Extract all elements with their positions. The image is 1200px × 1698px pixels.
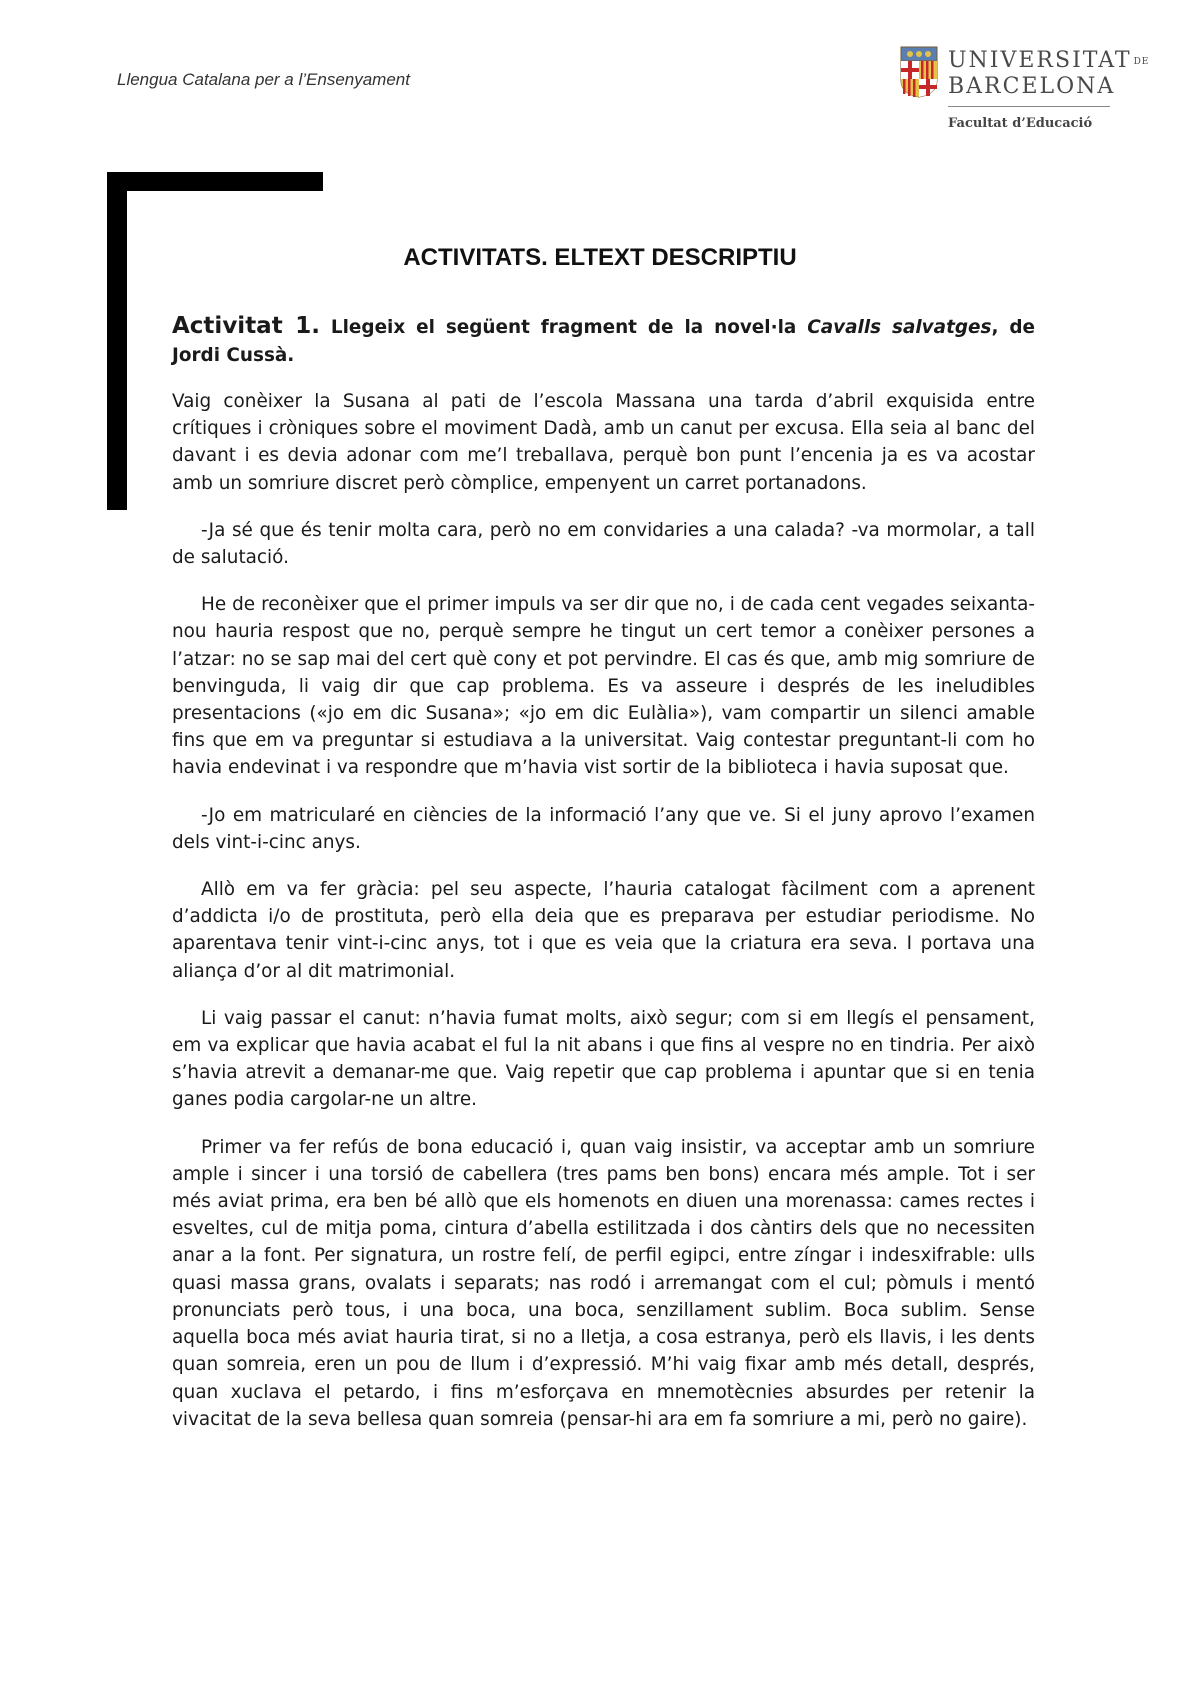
dialogue-paragraph: -Ja sé que és tenir molta cara, però no em convidaries a una calada? -va mormolar, a tall de salutació. xyxy=(172,519,1035,569)
activity-instruction-start: Llegeix el següent fragment de la novel·la xyxy=(319,317,808,338)
logo-university-line xyxy=(948,48,1149,73)
book-title: Cavalls salvatges xyxy=(807,317,992,338)
activity-instruction-end: , de Jordi Cussà. xyxy=(172,317,1036,366)
activity-label: Activitat 1. xyxy=(172,313,320,339)
text-paragraph: Li vaig passar el canut: n’havia fumat molts, això segur; com si em llegís el pensament, em va explicar que havia acabat el ful la nit abans i que fins al vespre no en tindria. Per això s’havia atrevit a demanar-me que. Vaig repetir que cap problema i apuntar que si en tenia ganes podia cargolar-ne un altre. xyxy=(172,1007,1035,1111)
university-shield-icon xyxy=(900,46,938,98)
text-paragraph: Primer va fer refús de bona educació i, quan vaig insistir, va acceptar amb un somriure ample i sincer i una torsió de cabellera (tres pams ben bons) encara més ample. Tot i ser més aviat prima, era ben bé allò que els homenots en diuen una morenassa: cames rectes i esveltes, cul de mitja poma, cintura d’abella estilitzada i dos càntirs dels que no necessiten anar a la font. Per signatura, un rostre felí, de perfil egipci, entre zíngar i indesxifrable: ulls quasi massa grans, ovalats i separats; nas rodó i arremangat com el cul; pòmuls i mentó pronunciats però tous, i una boca, una boca, senzillament sublim. Boca sublim. Sense aquella boca més aviat hauria tirat, si no a lletja, a cosa estranya, però els llavis, i les dents quan somreia, eren un pou de llum i d’expressió. M’hi vaig fixar amb més detall, després, quan xuclava el petardo, i fins m’esforçava en mnemotècnies absurdes per retenir la vivacitat de la seva bellesa quan somreia (pensar-hi ara em fa somriure a mi, però no gaire). xyxy=(172,1136,1035,1430)
decorative-bracket-horizontal xyxy=(107,172,323,191)
dialogue-paragraph: -Jo em matricularé en ciències de la informació l’any que ve. Si el juny aprovo l’examen dels vint-i-cinc anys. xyxy=(172,804,1035,853)
text-paragraph: He de reconèixer que el primer impuls va ser dir que no, i de cada cent vegades seixanta-nou hauria respost que no, perquè sempre he tingut un cert temor a conèixer persones a l’atzar: no se sap mai del cert què cony et pot pervindre. El cas és que, amb mig somriure de benvinguda, li vaig dir que cap problema. Es va asseure i després de les ineludibles presentacions («jo em dic Susana»; «jo em dic Eulàlia»), vam compartir un silenci amable fins que em va preguntar si estudiava a la universitat. Vaig contestar preguntant-li com ho havia endevinat i va respondre que m’havia vist sortir de la biblioteca i havia suposat que. xyxy=(172,594,1035,779)
logo-line1-text: UNIVERSITAT xyxy=(948,48,1132,73)
text-paragraph: Allò em va fer gràcia: pel seu aspecte, l’hauria catalogat fàcilment com a aprenent d’addicta i/o de prostituta, però ella deia que es preparava per estudiar periodisme. No aparentava tenir vint-i-cinc anys, tot i que es veia que la criatura era seva. I portava una aliança d’or al dit matrimonial. xyxy=(172,879,1035,982)
university-logo xyxy=(900,44,1150,139)
decorative-bracket-vertical xyxy=(107,172,127,510)
logo-faculty: Facultat d’Educació xyxy=(948,116,1093,131)
activity-heading xyxy=(172,312,1035,370)
course-title: Llengua Catalana per a l’Ensenyament xyxy=(117,70,410,89)
logo-city-line: BARCELONA xyxy=(948,74,1116,99)
logo-line1-suffix: DE xyxy=(1133,57,1150,67)
text-paragraph: Vaig conèixer la Susana al pati de l’escola Massana una tarda d’abril exquisida entre crítiques i cròniques sobre el moviment Dadà, amb un canut per excusa. Ella seia al banc del davant i es devia adonar com me’l treballava, perquè bon punt l’encenia ja es va acostar amb un somriure discret però còmplice, empenyent un carret portanadons. xyxy=(172,391,1035,494)
logo-divider xyxy=(948,106,1110,107)
document-body xyxy=(172,312,1035,1453)
page-title: ACTIVITATS. ELTEXT DESCRIPTIU xyxy=(403,244,797,271)
